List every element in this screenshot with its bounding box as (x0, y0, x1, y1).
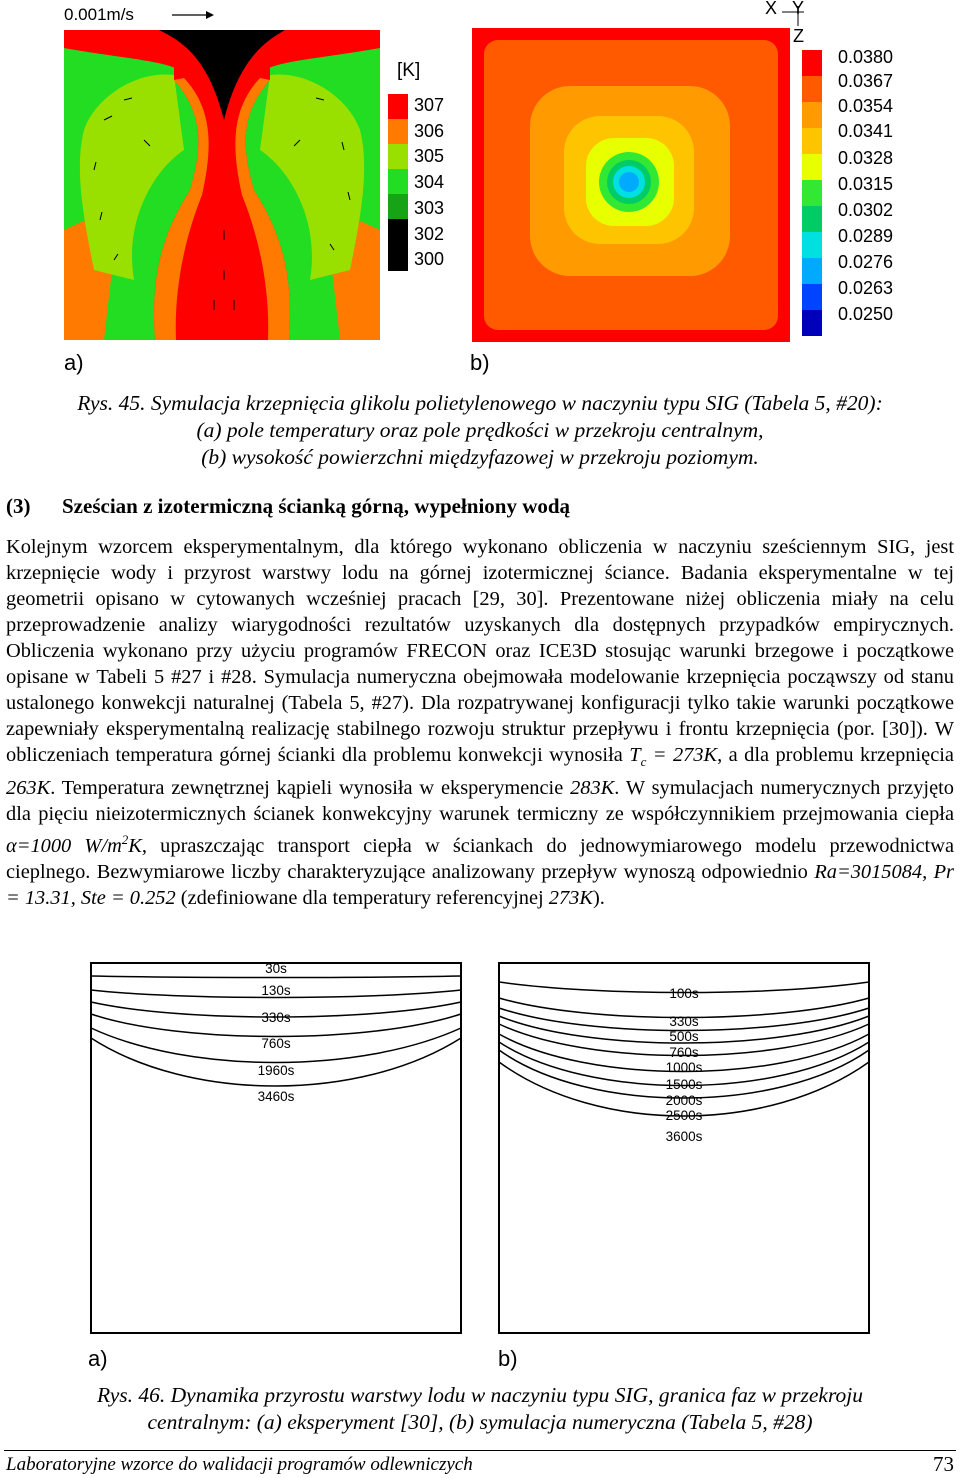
legend-label: 300 (414, 249, 445, 269)
contour-label: 330s (261, 1010, 291, 1025)
axis-x-label: X (765, 0, 778, 18)
reference-temperature: 273K (548, 886, 593, 909)
legend-swatch (802, 128, 822, 154)
legend-swatch (388, 119, 408, 144)
contour-label: 130s (261, 983, 291, 998)
paragraph-text: (zdefiniowane dla temperatury referencyjnej (175, 886, 549, 909)
body-paragraph (6, 534, 954, 911)
paragraph-text: , upraszczając transport ciepła w ściankach do jednowymiarowego modelu przewodnictwa cieplnego. Bezwymiarowe liczby charakteryzujące analizowany przepływ wynoszą odpowiednio (6, 834, 954, 883)
legend-swatch (388, 194, 408, 219)
contour-label: 2000s (665, 1093, 703, 1108)
legend-label: 0.0276 (838, 252, 894, 272)
velocity-reference-label: 0.001m/s (64, 5, 134, 24)
contour-label: 3460s (257, 1089, 295, 1104)
contour-label: 500s (669, 1029, 699, 1044)
legend-label: 302 (414, 224, 445, 244)
contour-label: 30s (265, 962, 287, 976)
legend-swatch (802, 76, 822, 102)
temperature-velocity-field (64, 30, 380, 340)
legend-label: 307 (414, 95, 445, 115)
ice-growth-simulation-plot (498, 962, 870, 1334)
legend-swatch (802, 102, 822, 128)
page-number: 73 (933, 1452, 954, 1476)
contour-label: 3600s (665, 1129, 703, 1144)
axis-triad-icon (778, 4, 808, 28)
legend-swatch (388, 169, 408, 194)
legend-swatch (802, 310, 822, 336)
paragraph-text: , a dla problemu krzepnięcia (717, 744, 954, 766)
legend-label: 303 (414, 198, 445, 218)
paragraph-text: Kolejnym wzorcem eksperymentalnym, dla którego wykonano obliczenia w naczyniu sześciennym SIG, jest krzepnięcie wody i przyrost warstwy lodu na górnej izotermicznej ściance. Badania eksperymentalne w tej geometrii opisano w cytowanych wcześniej pracach [29, 30]. Prezentowane niżej obliczenia miały na celu przeprowadzenie analizy wiarygodności rezultatów uzyskanych dla dostępnych przypadków empirycznych. Obliczenia wykonano przy użyciu programów FRECON oraz ICE3D stosując warunki brzegowe i początkowe opisane w Tabeli 5 #27 i #28. Symulacja numeryczna obejmowała modelowanie krzepnięcia począwszy od stanu ustalonego konwekcji naturalnej (Tabela 5, #27). Dla rozpatrywanej konfiguracji tylko takie warunki początkowe zapewniały eksperymentalną realizację stabilnego rozwoju struktur przepływu i frontu krzepnięcia (por. [30]). W obliczeniach temperatura górnej ścianki dla problemu konwekcji wynosiła (6, 536, 954, 766)
legend-swatch (802, 180, 822, 206)
fig46-label-a: a) (88, 1346, 108, 1371)
fig45-label-b: b) (470, 350, 490, 375)
contour-label: 100s (669, 986, 699, 1001)
contour-label: 1960s (257, 1063, 295, 1078)
axis-y-label: Y (792, 0, 805, 18)
contour-label: 330s (669, 1014, 699, 1029)
legend-label: 304 (414, 172, 445, 192)
legend-label: 0.0250 (838, 304, 894, 324)
velocity-reference-arrow (170, 8, 215, 22)
legend-swatch (802, 232, 822, 258)
footer-rule (4, 1450, 956, 1451)
legend-swatch (388, 144, 408, 169)
fig46-label-b: b) (498, 1346, 518, 1371)
legend-swatch (802, 284, 822, 310)
tc-subscript: c (640, 754, 647, 770)
legend-label: 0.0302 (838, 200, 894, 220)
fig45-caption-line-3: (b) wysokość powierzchni międzyfazowej w przekroju poziomym. (201, 445, 759, 469)
legend-label: 306 (414, 121, 445, 141)
legend-label: 0.0289 (838, 226, 894, 246)
solid-temperature: 263K (6, 777, 51, 800)
alpha-value: =1000 W/m (16, 834, 122, 857)
paragraph-text: . W symulacjach numerycznych przyjęto dla pięciu nieizotermicznych ścianek konwekcyjny warunek termiczny ze współczynnikiem przejmowania ciepła (6, 777, 954, 826)
legend-swatch (802, 206, 822, 232)
legend-swatch (802, 258, 822, 284)
legend-label: 0.0328 (838, 148, 894, 168)
legend-label: 0.0354 (838, 96, 894, 116)
paragraph-text: . Temperatura zewnętrznej kąpieli wynosiła w eksperymencie (50, 777, 571, 800)
contour-label: 1000s (665, 1060, 703, 1075)
legend-label: 0.0367 (838, 71, 894, 91)
legend-label: 0.0380 (838, 47, 894, 67)
section-title: Sześcian z izotermiczną ścianką górną, wypełniony wodą (62, 494, 571, 518)
interface-height-map (472, 28, 790, 342)
section-heading (6, 494, 570, 519)
fig46-caption-line-1: Rys. 46. Dynamika przyrostu warstwy lodu w naczyniu typu SIG, granica faz w przekroju (96, 1383, 863, 1407)
fig45-caption-line-1: Rys. 45. Symulacja krzepnięcia glikolu polietylenowego w naczyniu typu SIG (Tabela 5, #20): (77, 391, 883, 415)
legend-swatch (802, 154, 822, 180)
contour-label: 1500s (665, 1077, 703, 1092)
alpha-symbol: α (6, 834, 17, 857)
legend-swatch (388, 94, 408, 119)
temperature-unit-label: [K] (397, 60, 421, 81)
fig46-caption-line-2: centralnym: (a) eksperyment [30], (b) symulacja numeryczna (Tabela 5, #28) (147, 1410, 813, 1434)
section-number: (3) (6, 494, 31, 518)
legend-label: 305 (414, 146, 445, 166)
fig45-caption-line-2: (a) pole temperatury oraz pole prędkości w przekroju centralnym, (196, 418, 764, 442)
contour-label: 2500s (665, 1108, 703, 1123)
legend-swatch (802, 50, 822, 76)
contour-label: 760s (669, 1045, 699, 1060)
alpha-exponent: 2 (121, 832, 129, 848)
tc-symbol: T (629, 744, 641, 766)
fig45-label-a: a) (64, 350, 84, 375)
axis-z-label: Z (793, 26, 804, 46)
contour-label: 760s (261, 1036, 291, 1051)
running-footer-title: Laboratoryjne wzorce do walidacji programów odlewniczych (6, 1454, 473, 1475)
tc-value: = 273K (646, 744, 718, 766)
bath-temperature: 283K (570, 777, 615, 800)
dimensionless-numbers: Ra=3015084, Pr = 13.31, Ste = 0.252 (6, 860, 954, 909)
ice-growth-experiment-plot (90, 962, 462, 1334)
legend-label: 0.0341 (838, 121, 894, 141)
legend-swatch (388, 219, 408, 271)
paragraph-text: ). (592, 886, 605, 909)
alpha-unit: K (128, 834, 142, 857)
legend-label: 0.0315 (838, 174, 894, 194)
legend-label: 0.0263 (838, 278, 894, 298)
